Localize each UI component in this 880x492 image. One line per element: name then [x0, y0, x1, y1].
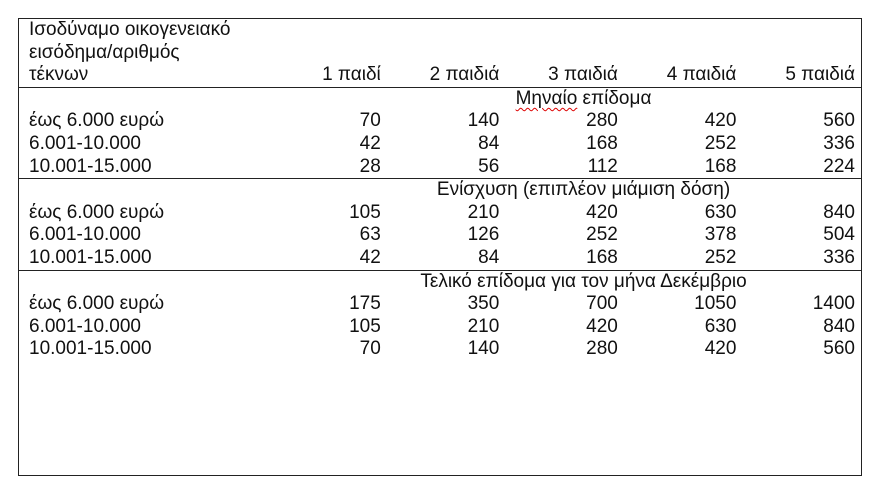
section-title-row-december [19, 270, 861, 293]
table-cell: 210 [467, 201, 500, 223]
table-cell: 224 [823, 155, 855, 177]
table-row [19, 293, 861, 316]
table-cell: 280 [586, 110, 618, 132]
table-cell: 700 [586, 293, 618, 315]
row-label: έως 6.000 ευρώ [29, 110, 165, 132]
table-cell: 168 [586, 246, 618, 268]
row-label-header-line-3: τέκνων [29, 64, 89, 86]
table-cell: 42 [359, 132, 381, 154]
row-label: 6.001-10.000 [29, 315, 141, 337]
row-label-header-line-1: Ισοδύναμο οικογενειακό [29, 19, 231, 40]
table-row [19, 224, 861, 247]
column-header-5: 5 παιδιά [785, 64, 855, 86]
row-label: έως 6.000 ευρώ [29, 201, 165, 223]
benefit-table-frame [18, 18, 862, 476]
row-label: 10.001-15.000 [29, 246, 152, 268]
table-cell: 28 [359, 155, 381, 177]
table-cell: 252 [704, 246, 737, 268]
table-cell: 252 [586, 224, 618, 246]
table-cell: 112 [587, 155, 618, 177]
spellcheck-underlined-word: Μηναίο [515, 87, 578, 109]
table-cell: 504 [823, 224, 855, 246]
section-title-row-monthly [19, 87, 861, 110]
column-header-3: 3 παιδιά [548, 64, 618, 86]
table-cell: 252 [704, 132, 737, 154]
row-label-header [19, 19, 306, 87]
section-title-row-support [19, 179, 861, 202]
section-title-monthly [306, 87, 861, 110]
table-cell: 420 [586, 201, 618, 223]
table-cell: 42 [359, 246, 381, 268]
table-cell: 630 [704, 315, 737, 337]
table-cell: 560 [823, 338, 855, 360]
table-row [19, 133, 861, 156]
table-cell: 140 [467, 338, 500, 360]
header-row [19, 19, 861, 87]
table-cell: 84 [478, 246, 500, 268]
section-title-december: Τελικό επίδομα για τον μήνα Δεκέμβριο [306, 270, 861, 293]
table-cell: 210 [467, 315, 500, 337]
table-row [19, 156, 861, 179]
table-cell: 168 [704, 155, 737, 177]
column-header-2: 2 παιδιά [429, 64, 500, 86]
table-cell: 378 [704, 224, 737, 246]
section-title-rest: επίδομα [577, 87, 652, 109]
table-cell: 350 [467, 293, 500, 315]
table-cell: 1400 [812, 293, 855, 315]
row-label: έως 6.000 ευρώ [29, 293, 165, 315]
table-cell: 1050 [694, 293, 737, 315]
table-cell: 560 [823, 110, 855, 132]
table-cell: 56 [478, 155, 500, 177]
table-cell: 280 [586, 338, 618, 360]
table-cell: 175 [349, 293, 381, 315]
table-cell: 840 [823, 315, 855, 337]
row-label-header-line-2: εισόδημα/αριθμός [29, 41, 180, 63]
table-cell: 420 [704, 110, 737, 132]
table-cell: 105 [349, 201, 381, 223]
table-row [19, 202, 861, 225]
table-cell: 126 [467, 224, 500, 246]
row-label: 6.001-10.000 [29, 132, 141, 154]
row-label: 6.001-10.000 [29, 224, 141, 246]
table-cell: 630 [704, 201, 737, 223]
table-cell: 420 [704, 338, 737, 360]
table-cell: 70 [359, 338, 381, 360]
table-row [19, 338, 861, 361]
table-cell: 105 [349, 315, 381, 337]
table-row [19, 247, 861, 270]
table-cell: 84 [478, 132, 500, 154]
table-cell: 840 [823, 201, 855, 223]
row-label: 10.001-15.000 [29, 155, 152, 177]
table-row [19, 316, 861, 339]
column-header-1: 1 παιδί [322, 64, 381, 86]
table-cell: 70 [359, 110, 381, 132]
section-title-support: Ενίσχυση (επιπλέον μιάμιση δόση) [306, 179, 861, 202]
table-cell: 420 [586, 315, 618, 337]
row-label: 10.001-15.000 [29, 338, 152, 360]
table-row [19, 110, 861, 133]
table-cell: 63 [359, 224, 381, 246]
table-cell: 168 [586, 132, 618, 154]
table-cell: 336 [823, 132, 855, 154]
table-cell: 336 [823, 246, 855, 268]
column-header-4: 4 παιδιά [666, 64, 737, 86]
table-cell: 140 [467, 110, 500, 132]
benefit-table [19, 19, 861, 361]
